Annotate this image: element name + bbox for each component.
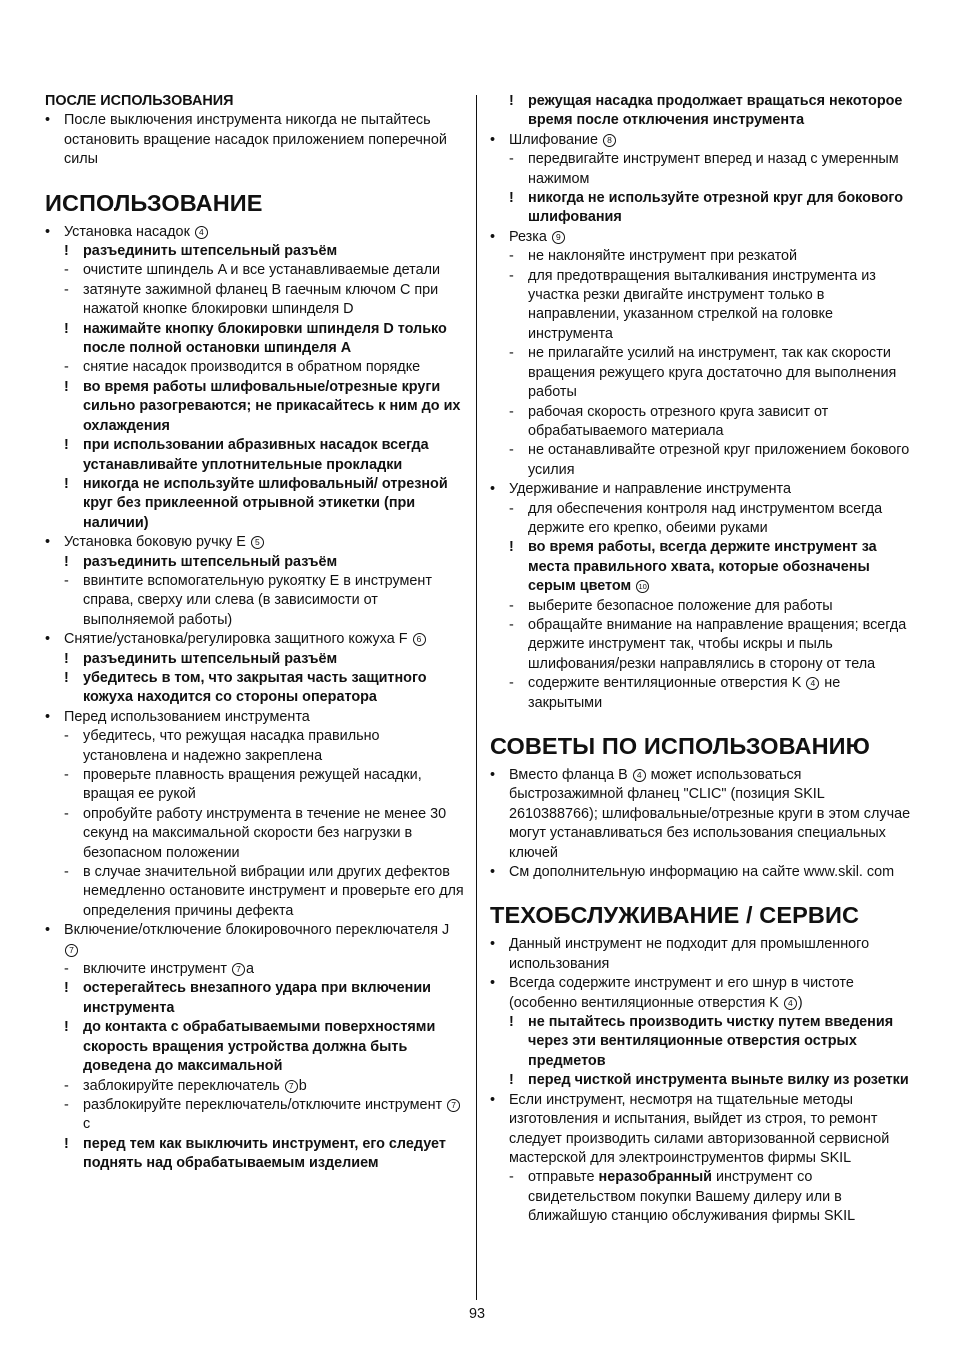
list-item: - не наклоняйте инструмент при резкатой <box>490 247 912 266</box>
dash-icon: - <box>509 675 514 692</box>
dash-icon: - <box>64 1077 69 1094</box>
list-item: - проверьте плавность вращения режущей насадки, вращая ее рукой <box>64 767 422 803</box>
warning-icon: ! <box>64 980 69 997</box>
dash-icon: - <box>64 961 69 978</box>
list-item: - содержите вентиляционные отверстия K 4 не закрытыми <box>509 675 841 711</box>
column-divider <box>476 95 477 1300</box>
list-item: • Удерживание и направление инструмента <box>490 480 912 499</box>
figure-ref: 10 <box>636 580 649 593</box>
dash-icon: - <box>509 442 514 459</box>
list-item: - в случае значительной вибрации или других дефектов немедленно остановите инструмент и проверьте его для определения причины дефекта <box>64 864 464 919</box>
list-item: • Всегда содержите инструмент и его шнур в чистоте (особенно вентиляционные отверстия K 4 ) <box>490 975 854 1011</box>
list-item: - для обеспечения контроля над инструментом всегда держите его крепко, обеими руками <box>509 500 883 536</box>
warning-item: ! убедитесь в том, что закрытая часть защитного кожуха находится со стороны оператора <box>64 669 427 706</box>
warning-icon: ! <box>64 243 69 260</box>
dash-icon: - <box>509 151 514 168</box>
right-column <box>490 92 912 1227</box>
list-item: • Вместо фланца B 4 может использоваться быстрозажимной фланец "CLIC" (позиция SKIL 2610388766); шлифовальные/отрезные круги в этом случае могут устанавливаться без использования специальных ключей <box>490 767 911 861</box>
bullet-icon: • <box>45 631 51 648</box>
figure-ref: 7 <box>285 1080 298 1093</box>
dash-icon: - <box>509 345 514 362</box>
figure-ref: 4 <box>633 769 646 782</box>
warning-icon: ! <box>509 1072 514 1089</box>
list-item: • Включение/отключение блокировочного переключателя J 7 <box>45 922 450 955</box>
warning-item: ! перед тем как выключить инструмент, его следует поднять над обрабатываемым изделием <box>64 1135 446 1172</box>
dash-icon: - <box>509 248 514 265</box>
list-item: - не останавливайте отрезной круг приложением бокового усилия <box>509 442 910 478</box>
dash-icon: - <box>509 616 514 633</box>
list-item: - передвигайте инструмент вперед и назад с умеренным нажимом <box>509 151 899 187</box>
service-section-heading: ТЕХОБСЛУЖИВАНИЕ / СЕРВИС <box>490 902 860 929</box>
list-item: - обращайте внимание на направление вращения; всегда держите инструмент так, чтобы искры и пыль шлифования/резки направлялись в сторону от тела <box>509 616 907 672</box>
bullet-icon: • <box>45 922 51 939</box>
warning-item: ! разъединить штепсельный разъём <box>45 650 467 669</box>
bullet-icon: • <box>45 708 51 725</box>
list-item: - заблокируйте переключатель 7 b <box>45 1077 467 1096</box>
warning-icon: ! <box>64 650 69 667</box>
list-item: • Если инструмент, несмотря на тщательные методы изготовления и испытания, выйдет из строя, то ремонт следует производить силами авторизованной сервисной мастерской для электроинструментов фирмы SKIL <box>490 1091 890 1166</box>
figure-ref: 7 <box>232 963 245 976</box>
list-item: - включите инструмент 7 a <box>45 960 467 979</box>
list-item: • После выключения инструмента никогда не пытайтесь остановить вращение насадок приложением поперечной силы <box>45 112 447 168</box>
dash-icon: - <box>64 767 69 783</box>
dash-icon: - <box>64 262 69 279</box>
list-item: • Резка 9 <box>490 228 912 247</box>
list-item: - рабочая скорость отрезного круга зависит от обрабатываемого материала <box>509 403 829 439</box>
figure-ref: 4 <box>784 997 797 1010</box>
bullet-icon: • <box>45 112 51 129</box>
list-item: - снятие насадок производится в обратном порядке <box>45 358 467 377</box>
warning-icon: ! <box>64 553 69 570</box>
warning-item: ! никогда не используйте отрезной круг для бокового шлифования <box>509 190 904 226</box>
list-item: - опробуйте работу инструмента в течение не менее 30 секунд на максимальной скорости без нагрузки в безопасном положении <box>64 805 447 861</box>
dash-icon: - <box>509 500 514 517</box>
list-item: • Перед использованием инструмента <box>45 708 467 727</box>
warning-icon: ! <box>509 93 514 109</box>
warning-icon: ! <box>64 378 69 395</box>
warning-item: ! никогда не используйте шлифовальный/ отрезной круг без приклеенной отрывной этикетки (при наличии) <box>64 475 448 531</box>
list-item: - не прилагайте усилий на инструмент, так как скорости вращения режущего круга достаточно для выполнения работы <box>509 345 897 401</box>
figure-ref: 8 <box>603 134 616 147</box>
warning-item: ! перед чисткой инструмента выньте вилку из розетки <box>490 1071 912 1090</box>
warning-item: ! разъединить штепсельный разъём <box>45 553 467 572</box>
bullet-icon: • <box>490 228 496 245</box>
warning-item: ! до контакта с обрабатываемыми поверхностями скорость вращения устройства должна быть доведена до максимальной <box>64 1019 436 1075</box>
warning-icon: ! <box>64 669 69 686</box>
list-item: - выберите безопасное положение для работы <box>490 597 912 616</box>
list-item: • Снятие/установка/регулировка защитного кожуха F 6 <box>45 630 467 649</box>
list-item: - отправьте неразобранный инструмент со свидетельством покупки Вашему дилеру или в ближайшую станцию обслуживания фирмы SKIL <box>509 1169 856 1225</box>
warning-item: ! режущая насадка продолжает вращаться некоторое время после отключения инструмента <box>509 93 903 129</box>
warning-item: ! во время работы, всегда держите инструмент за места правильного хвата, которые обозначены серым цветом 10 <box>509 539 877 595</box>
dash-icon: - <box>64 1096 69 1113</box>
warning-icon: ! <box>64 475 69 492</box>
list-item: - разблокируйте переключатель/отключите инструмент 7c <box>45 1096 467 1135</box>
figure-ref: 7 <box>65 944 78 957</box>
dash-icon: - <box>64 728 69 745</box>
left-column <box>45 92 467 1174</box>
dash-icon: - <box>509 1169 514 1186</box>
bullet-icon: • <box>490 131 496 148</box>
dash-icon: - <box>64 864 69 881</box>
dash-icon: - <box>509 267 514 284</box>
bullet-icon: • <box>490 767 496 783</box>
bullet-icon: • <box>490 975 496 992</box>
bullet-icon: • <box>490 864 496 881</box>
dash-icon: - <box>64 572 69 589</box>
list-item: - очистите шпиндель A и все устанавливаемые детали <box>45 261 467 280</box>
tips-section-heading: СОВЕТЫ ПО ИСПОЛЬЗОВАНИЮ <box>490 733 870 759</box>
dash-icon: - <box>509 597 514 614</box>
bullet-icon: • <box>490 481 496 498</box>
warning-icon: ! <box>509 1014 514 1031</box>
figure-ref: 6 <box>413 633 426 646</box>
after-use-heading: ПОСЛЕ ИСПОЛЬЗОВАНИЯ <box>45 93 234 109</box>
usage-section-heading: ИСПОЛЬЗОВАНИЕ <box>45 189 263 216</box>
dash-icon: - <box>64 359 69 376</box>
list-item: - для предотвращения выталкивания инструмента из участка резки двигайте инструмент только в направлении, указанном стрелкой на головке инструмента <box>509 267 876 342</box>
list-item: - ввинтите вспомогательную рукоятку E в инструмент справа, сверху или слева (в зависимости от выполняемой работы) <box>64 572 432 628</box>
warning-icon: ! <box>64 320 69 337</box>
warning-icon: ! <box>64 437 69 454</box>
warning-item: ! нажимайте кнопку блокировки шпинделя D только после полной остановки шпинделя A <box>64 320 447 357</box>
figure-ref: 4 <box>806 677 819 690</box>
warning-item: ! во время работы шлифовальные/отрезные круги сильно разогреваются; не прикасайтесь к ним до их охлаждения <box>64 378 461 434</box>
figure-ref: 4 <box>195 226 208 239</box>
warning-icon: ! <box>64 1135 69 1152</box>
bullet-icon: • <box>45 534 51 551</box>
list-item: • См дополнительную информацию на сайте www.skil. com <box>490 863 912 882</box>
list-item: - убедитесь, что режущая насадка правильно установлена и надежно закреплена <box>64 728 380 764</box>
warning-item: ! не пытайтесь производить чистку путем введения через эти вентиляционные отверстия острых предметов <box>509 1014 894 1069</box>
warning-icon: ! <box>509 190 514 207</box>
dash-icon: - <box>509 403 514 420</box>
warning-item: ! при использовании абразивных насадок всегда устанавливайте уплотнительные прокладки <box>64 437 429 473</box>
list-item: • Шлифование 8 <box>490 131 912 150</box>
figure-ref: 7 <box>447 1099 460 1112</box>
dash-icon: - <box>64 281 69 298</box>
bullet-icon: • <box>490 936 496 953</box>
list-item: • Данный инструмент не подходит для промышленного использования <box>490 936 870 972</box>
figure-ref: 5 <box>251 536 264 549</box>
page-number: 93 <box>468 1306 485 1322</box>
list-item: • Установка насадок 4 <box>45 223 467 242</box>
warning-item: ! разъединить штепсельный разъём <box>45 242 467 261</box>
warning-item: ! остерегайтесь внезапного удара при включении инструмента <box>64 980 432 1016</box>
list-item: • Установка боковую ручку E 5 <box>45 533 467 552</box>
dash-icon: - <box>64 805 69 822</box>
warning-icon: ! <box>509 539 514 556</box>
bullet-icon: • <box>45 223 51 240</box>
warning-icon: ! <box>64 1019 69 1036</box>
figure-ref: 9 <box>552 231 565 244</box>
bullet-icon: • <box>490 1091 496 1108</box>
list-item: - затянуте зажимной фланец B гаечным ключом C при нажатой кнопке блокировки шпинделя D <box>64 281 439 318</box>
